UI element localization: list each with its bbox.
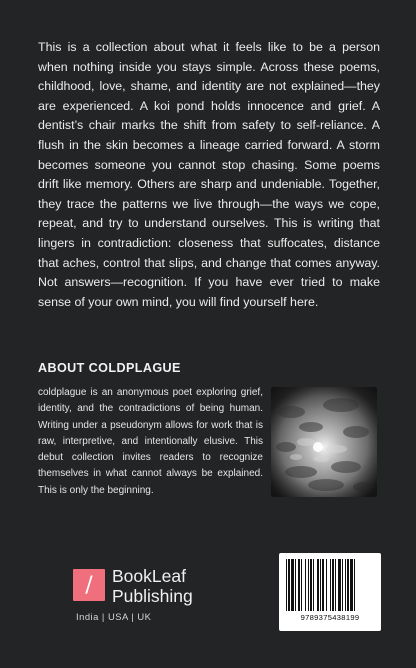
author-photo xyxy=(271,387,377,497)
barcode-icon xyxy=(285,559,375,611)
publisher-logo xyxy=(73,566,203,626)
publisher-name-line2: Publishing xyxy=(112,586,193,606)
bookleaf-logo-icon xyxy=(73,569,105,601)
publisher-regions: India | USA | UK xyxy=(76,611,152,622)
publisher-name-line1: BookLeaf xyxy=(112,566,186,586)
about-author-heading: ABOUT COLDPLAGUE xyxy=(38,361,181,375)
isbn-number: 9789375438199 xyxy=(300,613,360,622)
logo-glyph: / xyxy=(85,572,93,598)
back-cover-blurb: This is a collection about what it feels like to be a person when nothing inside you stays simple. Across these poems, childhood, love, shame, and identity are not explained—they are experienced. A koi pond holds innocence and grief. A dentist’s chair marks the shift from safety to self-reliance. A flush in the skin becomes a lineage carried forward. A storm becomes someone you cannot stop chasing. Some poems drift like memory. Others are sharp and undeniable. Together, they trace the patterns we live through—the ways we cope, repeat, and try to understand ourselves. This is writing that lingers in contradiction: closeness that suffocates, distance that aches, control that slips, and change that comes anyway. Not answers—recognition. If you have ever tried to make sense of your own mind, you will find yourself here. xyxy=(38,40,380,309)
author-bio: coldplague is an anonymous poet exploring grief, identity, and the contradictions of being human. Writing under a pseudonym allows for work that is raw, interpretive, and intentionally elusive. This debut collection invites readers to recognize themselves in what cannot always be explained. This is only the beginning. xyxy=(38,387,263,496)
isbn-barcode xyxy=(279,553,381,631)
publisher-name xyxy=(112,566,193,606)
